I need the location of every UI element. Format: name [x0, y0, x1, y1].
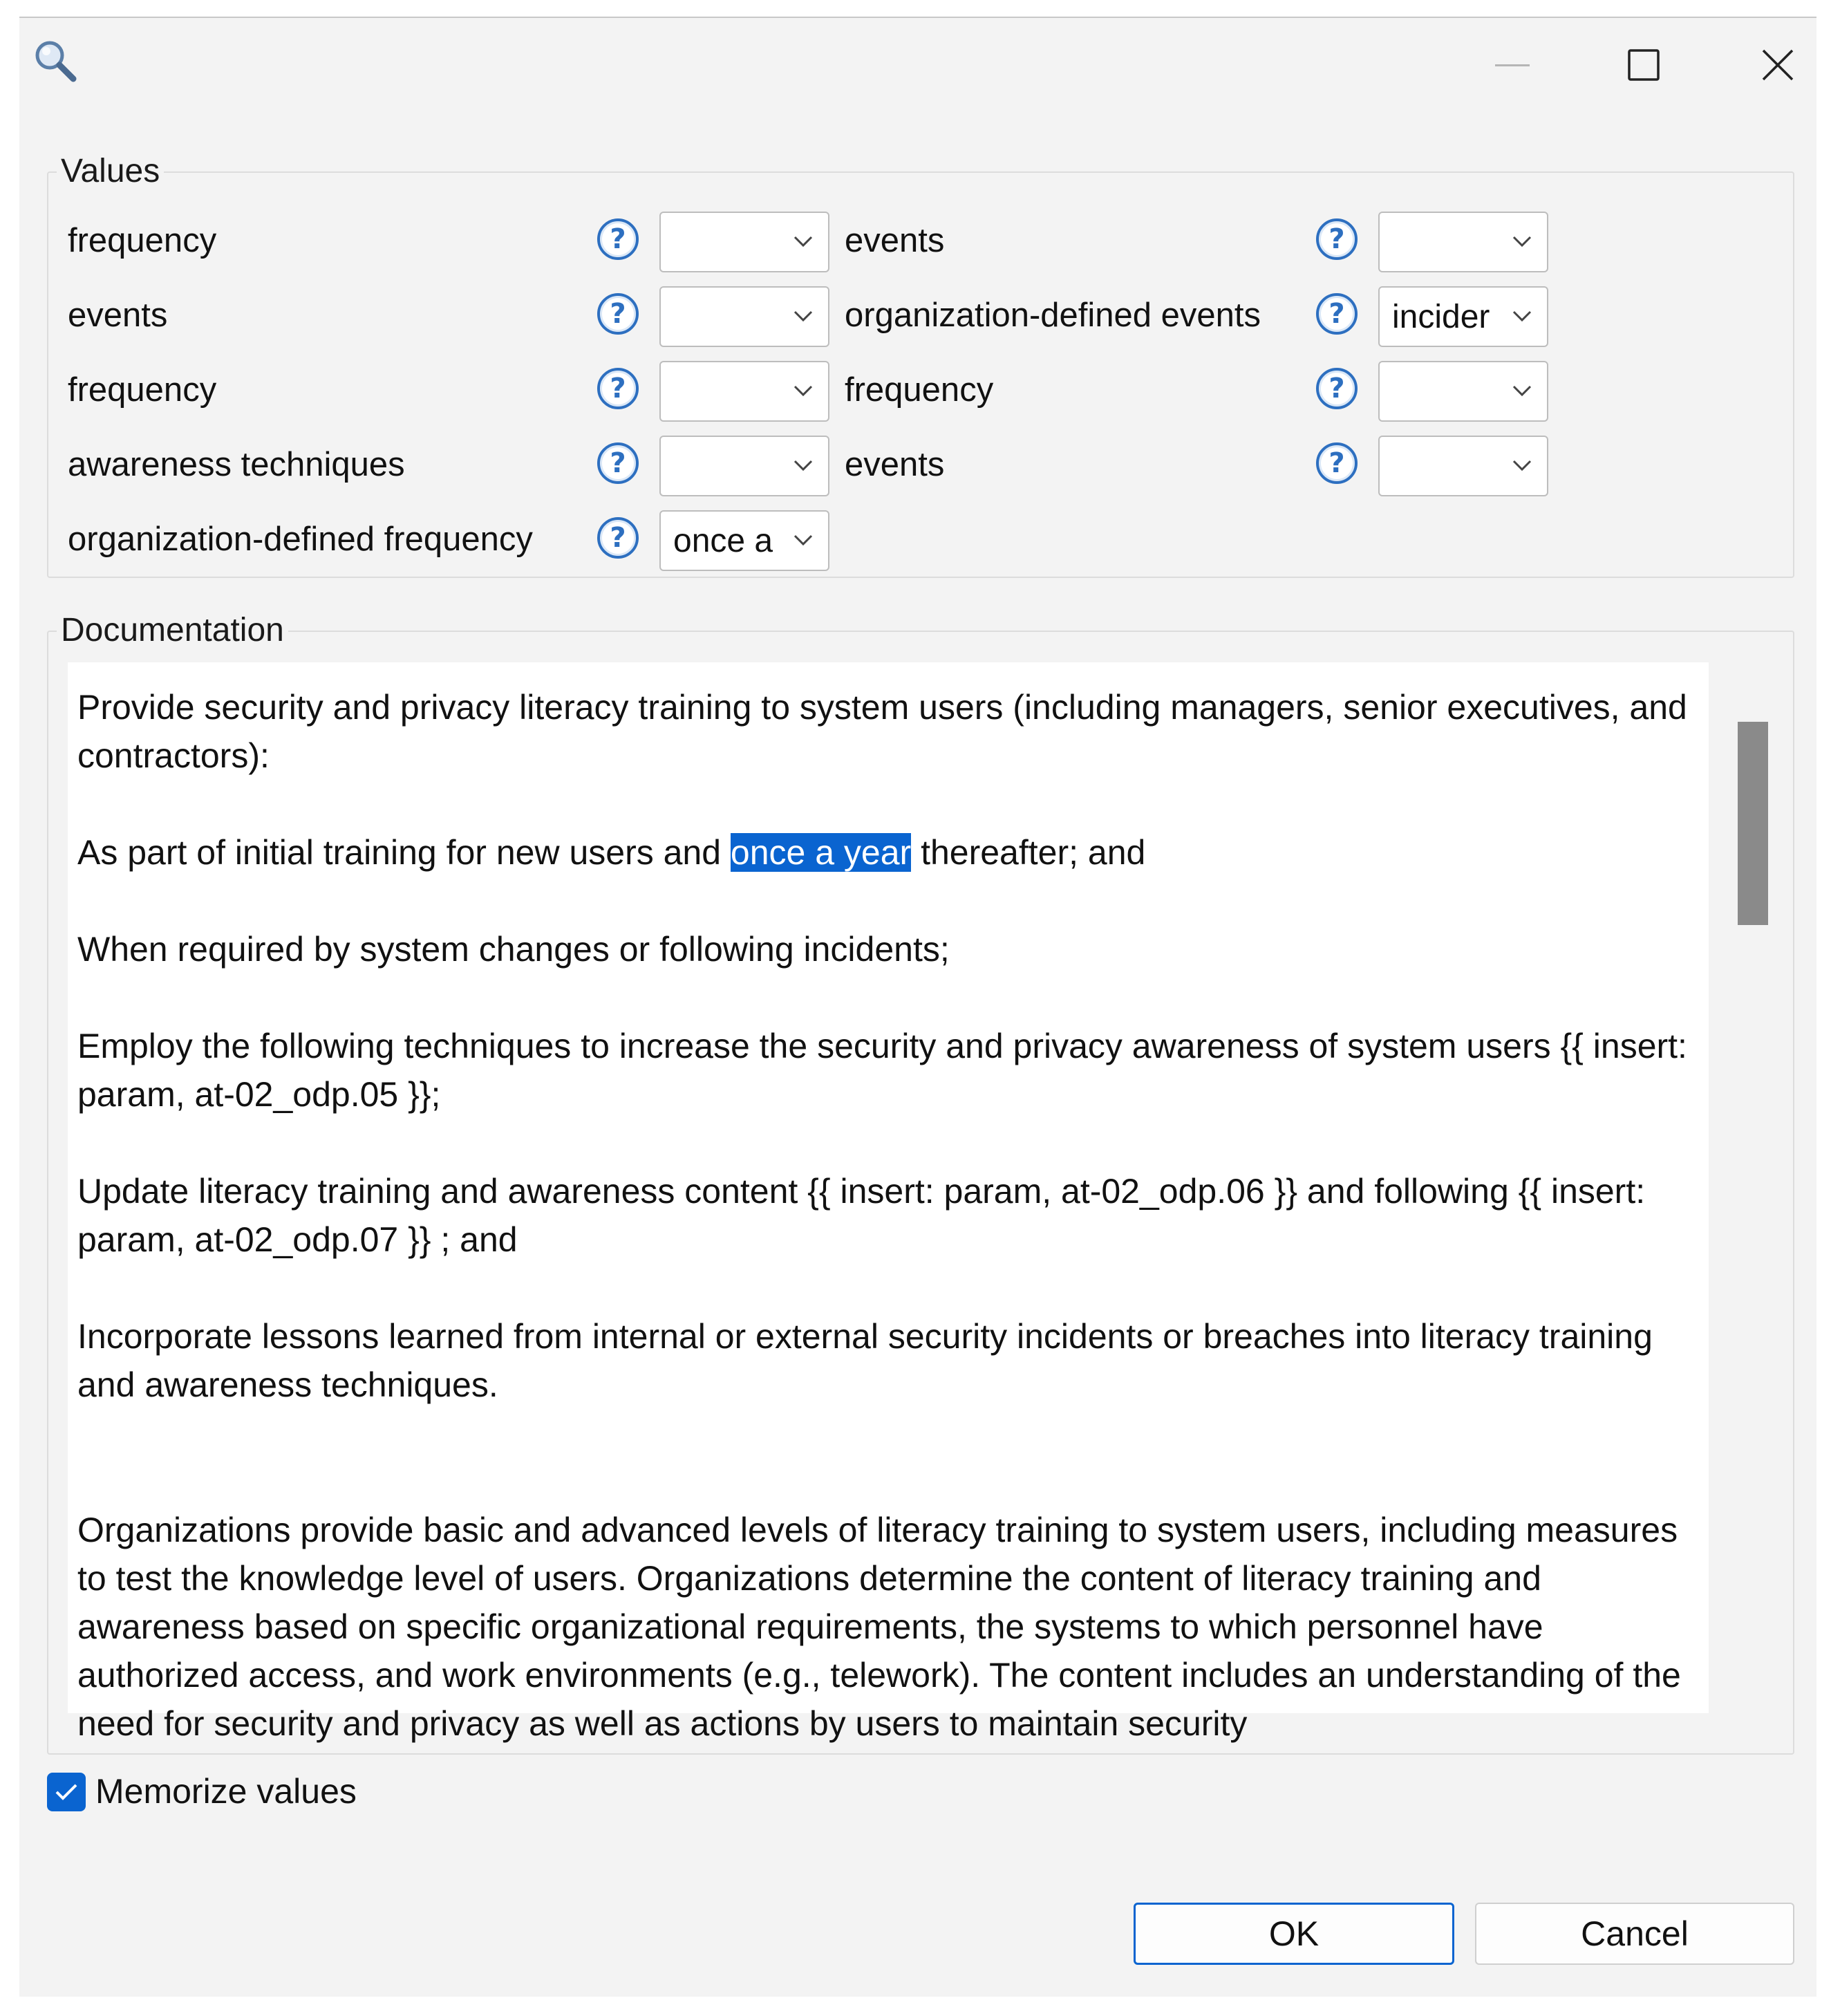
combo-value — [1392, 221, 1508, 264]
cancel-button[interactable]: Cancel — [1475, 1903, 1794, 1965]
magnifier-icon — [32, 37, 79, 84]
organization-defined-events-combo[interactable] — [1378, 286, 1548, 347]
maximize-button[interactable] — [1602, 37, 1685, 93]
events-combo-3[interactable] — [1378, 436, 1548, 496]
help-icon[interactable]: ? — [1316, 368, 1358, 409]
close-icon — [1761, 48, 1794, 82]
label-events-1: events — [68, 297, 168, 334]
close-button[interactable] — [1736, 37, 1819, 93]
memorize-values-label: Memorize values — [95, 1772, 357, 1811]
help-icon[interactable]: ? — [597, 368, 639, 409]
chevron-down-icon — [792, 458, 814, 473]
documentation-text — [77, 683, 1709, 1796]
help-icon[interactable]: ? — [597, 517, 639, 559]
label-awareness-techniques: awareness techniques — [68, 446, 405, 483]
label-events-2: events — [845, 222, 945, 259]
events-combo-1[interactable] — [659, 286, 829, 347]
organization-defined-frequency-combo[interactable] — [659, 510, 829, 571]
label-frequency-3: frequency — [845, 371, 994, 409]
chevron-down-icon — [1511, 234, 1533, 249]
frequency-combo-1[interactable] — [659, 212, 829, 272]
label-frequency-2: frequency — [68, 371, 217, 409]
vertical-scrollbar-thumb[interactable] — [1738, 722, 1768, 925]
frequency-combo-2[interactable] — [659, 361, 829, 422]
checkmark-icon — [54, 1782, 79, 1802]
title-bar — [19, 18, 1816, 105]
chevron-down-icon — [1511, 383, 1533, 398]
chevron-down-icon — [792, 308, 814, 324]
label-events-3: events — [845, 446, 945, 483]
documentation-group-title: Documentation — [57, 610, 288, 651]
help-icon[interactable]: ? — [1316, 293, 1358, 335]
combo-value — [1392, 371, 1508, 413]
help-icon[interactable]: ? — [1316, 218, 1358, 260]
doc-paragraph: Organizations provide basic and advanced levels of literacy training to system users, including measures to test the knowledge level of users. Organizations determine the content of literacy training and awareness based on specific organizational requirements, the systems to which personnel have authorized access, and work environments (e.g., telework). The content includes an understanding of the need for security and privacy as well as actions by users to maintain security — [77, 1511, 1681, 1743]
combo-value — [673, 445, 789, 488]
label-organization-defined-events: organization-defined events — [845, 297, 1261, 334]
combo-value — [673, 221, 789, 264]
doc-paragraph: When required by system changes or following incidents; — [77, 930, 950, 969]
minimize-button[interactable] — [1471, 37, 1554, 93]
dialog-window — [19, 17, 1816, 1997]
chevron-down-icon — [792, 532, 814, 548]
label-organization-defined-frequency: organization-defined frequency — [68, 521, 533, 558]
values-group-title: Values — [57, 151, 164, 192]
memorize-values-checkbox[interactable] — [47, 1773, 86, 1811]
combo-value — [673, 296, 789, 339]
label-frequency-1: frequency — [68, 222, 217, 259]
combo-value: incider — [1392, 299, 1490, 335]
combo-value: once a — [673, 523, 773, 559]
chevron-down-icon — [1511, 308, 1533, 324]
doc-paragraph: Employ the following techniques to increase the security and privacy awareness of system users {{ insert: param, at-02_odp.05 }}; — [77, 1027, 1687, 1114]
ok-button[interactable]: OK — [1134, 1903, 1454, 1965]
chevron-down-icon — [792, 383, 814, 398]
help-icon[interactable]: ? — [597, 293, 639, 335]
events-combo-2[interactable] — [1378, 212, 1548, 272]
doc-paragraph: Provide security and privacy literacy training to system users (including managers, senior executives, and contractors): — [77, 688, 1687, 775]
frequency-combo-3[interactable] — [1378, 361, 1548, 422]
maximize-icon — [1628, 49, 1660, 81]
chevron-down-icon — [1511, 458, 1533, 473]
combo-value — [673, 371, 789, 413]
combo-value — [1392, 445, 1508, 488]
doc-paragraph: Incorporate lessons learned from internal or external security incidents or breaches into literacy training and awareness techniques. — [77, 1317, 1653, 1404]
help-icon[interactable]: ? — [597, 442, 639, 484]
selected-text: once a year — [730, 833, 912, 872]
doc-paragraph: Update literacy training and awareness content {{ insert: param, at-02_odp.06 }} and following {{ insert: param, at-02_odp.07 }} ; and — [77, 1172, 1646, 1259]
doc-paragraph — [77, 828, 1709, 877]
documentation-text-area[interactable] — [68, 662, 1709, 1743]
minimize-icon — [1495, 63, 1530, 67]
chevron-down-icon — [792, 234, 814, 249]
awareness-techniques-combo[interactable] — [659, 436, 829, 496]
doc-text-run: As part of initial training for new users and — [77, 833, 731, 872]
help-icon[interactable]: ? — [1316, 442, 1358, 484]
doc-text-run: thereafter; and — [911, 833, 1146, 872]
help-icon[interactable]: ? — [597, 218, 639, 260]
